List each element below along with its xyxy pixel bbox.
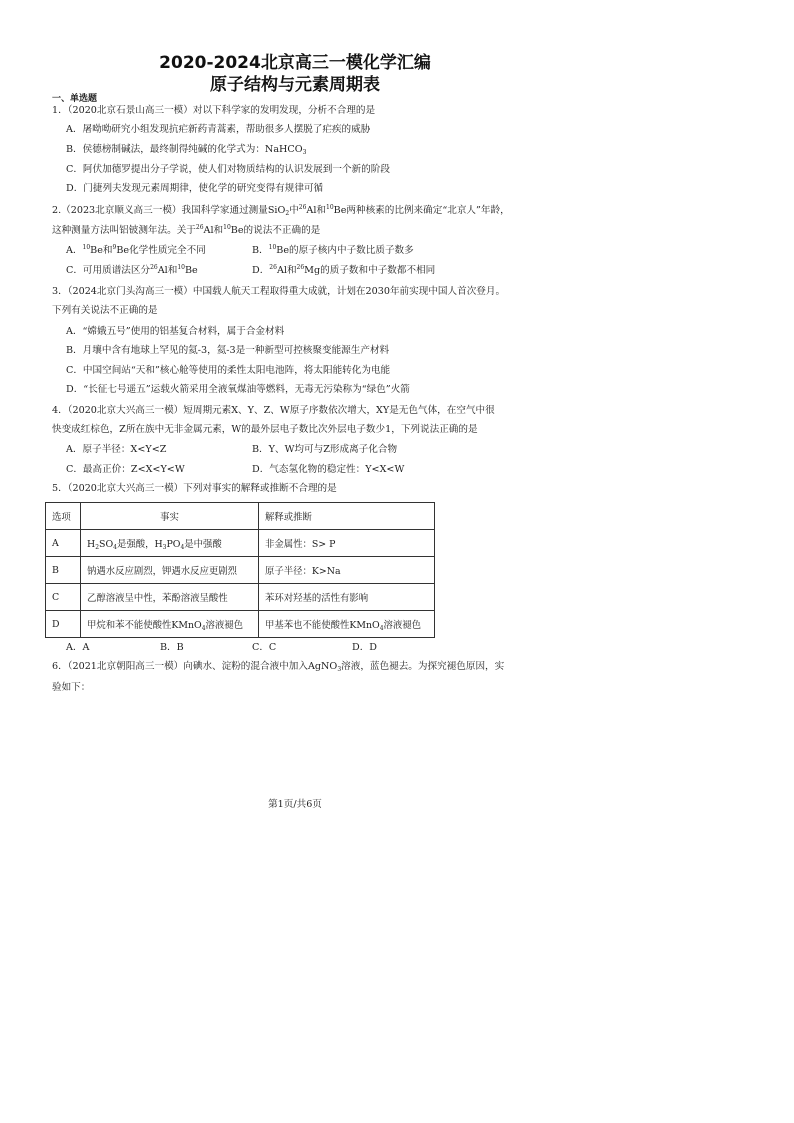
q3-stem-line1: 3．（2024北京门头沟高三一模）中国载人航天工程取得重大成就，计划在2030年前实现中国人首次登月。 bbox=[52, 286, 506, 297]
table-header-explain: 解释或推断 bbox=[259, 503, 435, 530]
q2-option-d: D．$^{26}$Al和$^{26}$Mg的质子数和中子数都不相同 bbox=[252, 264, 436, 276]
table-cell-label: D bbox=[46, 611, 81, 638]
table-row bbox=[46, 611, 435, 638]
q3-stem-line2: 下列有关说法不正确的是 bbox=[52, 305, 158, 316]
table-cell-explain: 非金属性：S> P bbox=[259, 530, 435, 557]
q5-table bbox=[45, 502, 435, 638]
q3-option-d: D．“长征七号遥五”运载火箭采用全液氧煤油等燃料，无毒无污染称为“绿色”火箭 bbox=[66, 384, 410, 395]
q5-answer-b: B．B bbox=[160, 642, 184, 653]
q1-option-b: B．侯德榜制碱法，最终制得纯碱的化学式为：NaHCO$_3$ bbox=[66, 144, 307, 156]
q3-option-a: A．“嫦娥五号”使用的铝基复合材料，属于合金材料 bbox=[66, 326, 285, 337]
table-cell-explain: 苯环对羟基的活性有影响 bbox=[259, 584, 435, 611]
table-cell-label: A bbox=[46, 530, 81, 557]
q5-stem: 5．（2020北京大兴高三一模）下列对事实的解释或推断不合理的是 bbox=[52, 483, 337, 494]
q1-option-c: C．阿伏加德罗提出分子学说，使人们对物质结构的认识发展到一个新的阶段 bbox=[66, 164, 390, 175]
q4-option-d: D．气态氢化物的稳定性：Y<X<W bbox=[252, 464, 405, 475]
q4-stem-line1: 4．（2020北京大兴高三一模）短周期元素X、Y、Z、W原子序数依次增大，XY是无色气体，在空气中很 bbox=[52, 405, 495, 416]
table-row bbox=[46, 530, 435, 557]
table-cell-label: B bbox=[46, 557, 81, 584]
q2-option-c: C．可用质谱法区分$^{26}$Al和$^{10}$Be bbox=[66, 264, 198, 276]
table-cell-fact: $H_2SO_4$是强酸，$H_3PO_4$是中强酸 bbox=[81, 530, 259, 557]
q5-answer-c: C．C bbox=[252, 642, 277, 653]
table-header-option: 选项 bbox=[46, 503, 81, 530]
page-title: 2020-2024北京高三一模化学汇编 bbox=[159, 53, 431, 73]
table-cell-fact: 乙醇溶液呈中性，苯酚溶液呈酸性 bbox=[81, 584, 259, 611]
q1-stem: 1．（2020北京石景山高三一模）对以下科学家的发明发现，分析不合理的是 bbox=[52, 105, 376, 116]
table-cell-explain: 甲基苯也不能使酸性KMnO$_4$溶液褪色 bbox=[259, 611, 435, 638]
q2-stem-line1: 2.（2023北京顺义高三一模）我国科学家通过测量SiO$_2$中$^{26}$Al和$^{10}$Be两种核素的比例来确定“北京人”年龄， bbox=[52, 204, 510, 217]
q4-option-a: A．原子半径：X<Y<Z bbox=[66, 444, 167, 455]
q4-stem-line2: 快变成红棕色，Z所在族中无非金属元素，W的最外层电子数比次外层电子数少1，下列说法正确的是 bbox=[52, 424, 478, 435]
q6-stem-line2: 验如下： bbox=[52, 682, 91, 693]
q2-option-a: A．$^{10}$Be和$^9$Be化学性质完全不同 bbox=[66, 244, 206, 256]
q2-stem-line2: 这种测量方法叫铝铍测年法。关于$^{26}$Al和$^{10}$Be的说法不正确的是 bbox=[52, 224, 321, 236]
table-row bbox=[46, 557, 435, 584]
q4-option-c: C．最高正价：Z<X<Y<W bbox=[66, 464, 185, 475]
table-cell-label: C bbox=[46, 584, 81, 611]
page-footer: 第1页/共6页 bbox=[268, 799, 322, 810]
q5-answer-d: D．D bbox=[352, 642, 377, 653]
table-cell-fact: 甲烷和苯不能使酸性KMnO$_4$溶液褪色 bbox=[81, 611, 259, 638]
table-header-row bbox=[46, 503, 435, 530]
q1-option-d: D．门捷列夫发现元素周期律，使化学的研究变得有规律可循 bbox=[66, 183, 324, 194]
page-subtitle: 原子结构与元素周期表 bbox=[210, 75, 380, 95]
q4-option-b: B．Y、W均可与Z形成离子化合物 bbox=[252, 444, 398, 455]
table-cell-explain: 原子半径：K>Na bbox=[259, 557, 435, 584]
q2-option-b: B．$^{10}$Be的原子核内中子数比质子数多 bbox=[252, 244, 414, 256]
table-cell-fact: 钠遇水反应剧烈，钾遇水反应更剧烈 bbox=[81, 557, 259, 584]
q1-option-a: A．屠呦呦研究小组发现抗疟新药青蒿素，帮助很多人摆脱了疟疾的威胁 bbox=[66, 124, 371, 135]
q6-stem-line1: 6．（2021北京朝阳高三一模）向碘水、淀粉的混合液中加入AgNO$_3$溶液，蓝色褪去。为探究褪色原因，实 bbox=[52, 661, 505, 673]
q3-option-b: B．月壤中含有地球上罕见的氦-3，氦-3是一种新型可控核聚变能源生产材料 bbox=[66, 345, 390, 356]
table-header-fact: 事实 bbox=[81, 503, 259, 530]
section-label: 一、单选题 bbox=[52, 94, 98, 104]
table-row bbox=[46, 584, 435, 611]
q3-option-c: C．中国空间站“天和”核心舱等使用的柔性太阳电池阵，将太阳能转化为电能 bbox=[66, 365, 391, 376]
q5-answer-a: A．A bbox=[66, 642, 90, 653]
